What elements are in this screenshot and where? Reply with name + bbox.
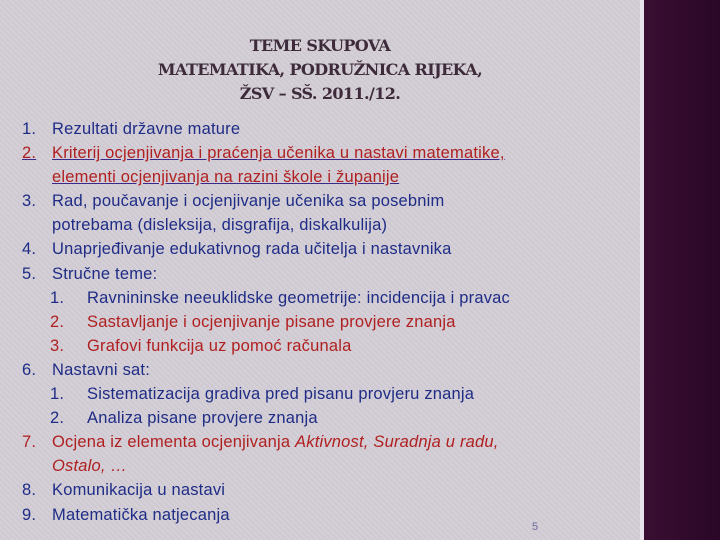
item-text: Rad, poučavanje i ocjenjivanje učenika sa posebnim	[52, 192, 445, 211]
item-number: 2.	[50, 312, 65, 331]
list-item	[22, 478, 622, 502]
item-text: Matematička natjecanja	[52, 505, 230, 524]
list-item	[22, 189, 622, 213]
item-number: 2.	[50, 409, 65, 428]
page-number: 5	[532, 521, 539, 533]
item-text: Stručne teme:	[52, 264, 158, 283]
item-text: Nastavni sat:	[52, 360, 150, 379]
title-line-1: TEME SKUPOVA	[249, 36, 391, 55]
item-text: Rezultati državne mature	[52, 120, 241, 138]
title-line-3: ŽSV – SŠ. 2011./12.	[239, 84, 401, 103]
item-number: 3.	[50, 336, 65, 355]
item-text: Ostalo, …	[52, 457, 128, 476]
item-text: Sastavljanje i ocjenjivanje pisane provjere znanja	[87, 312, 456, 331]
sidebar-divider	[640, 0, 644, 540]
item-number: 3.	[22, 192, 37, 211]
item-text: Grafovi funkcija uz pomoć računala	[87, 336, 352, 355]
item-number: 4.	[22, 240, 37, 259]
item-text: Komunikacija u nastavi	[52, 481, 226, 500]
list-item-continuation	[22, 454, 622, 478]
item-text: elementi ocjenjivanja na razini škole i županije	[52, 168, 400, 187]
item-number: 7.	[22, 433, 37, 452]
decorative-sidebar	[640, 0, 720, 540]
item-number: 1.	[50, 385, 65, 404]
sub-list-item	[22, 406, 622, 430]
slide-title	[0, 34, 640, 106]
item-number: 6.	[22, 360, 37, 379]
list-item	[22, 262, 622, 286]
item-text: Ravnininske neeuklidske geometrije: incidencija i pravac	[87, 288, 510, 307]
item-text: potrebama (disleksija, disgrafija, diskalkulija)	[52, 216, 388, 235]
title-line-2: MATEMATIKA, PODRUŽNICA RIJEKA,	[157, 60, 483, 79]
item-text: Unaprjeđivanje edukativnog rada učitelja i nastavnika	[52, 240, 452, 259]
item-number: 1.	[22, 120, 37, 138]
list-item	[22, 141, 622, 165]
list-item	[22, 430, 622, 454]
item-number: 5.	[22, 264, 37, 283]
list-item	[22, 117, 622, 141]
item-number: 8.	[22, 481, 37, 500]
item-text: Sistematizacija gradiva pred pisanu provjeru znanja	[87, 385, 475, 404]
sub-list-item	[22, 382, 622, 406]
list-item-continuation	[22, 213, 622, 237]
item-text: Kriterij ocjenjivanja i praćenja učenika u nastavi matematike,	[52, 144, 505, 163]
list-item	[22, 237, 622, 261]
item-text-plain: Ocjena iz elementa ocjenjivanja	[52, 433, 296, 452]
item-text	[52, 430, 499, 454]
item-number: 2.	[22, 144, 37, 163]
sub-list-item	[22, 286, 622, 310]
sub-list-item	[22, 334, 622, 358]
list-item	[22, 358, 622, 382]
sub-list-item	[22, 310, 622, 334]
topic-list	[22, 117, 622, 527]
item-number: 1.	[50, 288, 65, 307]
item-number: 9.	[22, 505, 37, 524]
list-item-continuation	[22, 165, 622, 189]
item-text: Analiza pisane provjere znanja	[87, 409, 318, 428]
item-text-italic: Aktivnost, Suradnja u radu,	[295, 433, 499, 452]
